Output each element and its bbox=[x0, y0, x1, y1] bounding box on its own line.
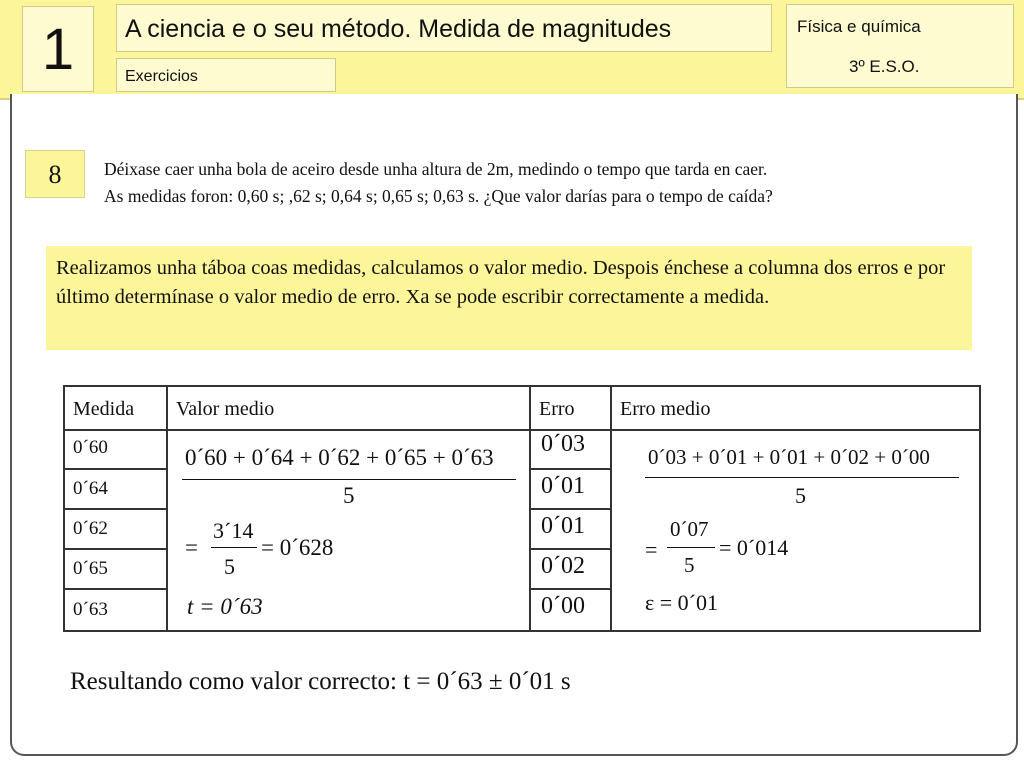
erro-value: 0´02 bbox=[541, 553, 585, 579]
row-divider bbox=[529, 588, 612, 590]
header-divider bbox=[65, 429, 979, 431]
row-divider bbox=[65, 508, 166, 510]
erro-value: 0´03 bbox=[541, 431, 585, 457]
valor-medio-result: = 0´628 bbox=[261, 535, 334, 560]
exercise-statement bbox=[104, 156, 994, 210]
medida-value: 0´62 bbox=[73, 518, 108, 539]
section-subtitle: Exercicios bbox=[116, 58, 336, 92]
medida-value: 0´60 bbox=[73, 437, 108, 458]
header-erro: Erro bbox=[539, 398, 575, 420]
valor-medio-final: t = 0´63 bbox=[187, 594, 263, 619]
row-divider bbox=[65, 548, 166, 550]
result-statement: Resultando como valor correcto: t = 0´63 ± 0´01 s bbox=[70, 668, 571, 695]
row-divider bbox=[529, 468, 612, 470]
medida-value: 0´64 bbox=[73, 478, 108, 499]
medida-value: 0´63 bbox=[73, 599, 108, 620]
row-divider bbox=[65, 588, 166, 590]
erro-medio-numerator: 0´03 + 0´01 + 0´01 + 0´02 + 0´00 bbox=[648, 445, 930, 469]
fraction-bar bbox=[211, 547, 257, 548]
exercise-number: 8 bbox=[25, 150, 85, 198]
exercise-line-2: As medidas foron: 0,60 s; ,62 s; 0,64 s; 0,65 s; 0,63 s. ¿Que valor darías para o tempo de caída? bbox=[104, 186, 773, 206]
erro-medio-denominator: 5 bbox=[795, 483, 806, 508]
valor-medio-denominator: 5 bbox=[343, 483, 355, 508]
fraction-bar bbox=[645, 477, 959, 478]
erro-value: 0´00 bbox=[541, 593, 585, 619]
erro-medio-step-denominator: 5 bbox=[684, 553, 695, 577]
subject-box bbox=[786, 4, 1014, 88]
erro-medio-equals: = bbox=[645, 537, 658, 562]
valor-medio-equals: = bbox=[185, 535, 198, 560]
erro-value: 0´01 bbox=[541, 513, 585, 539]
subject-level: 3º E.S.O. bbox=[849, 57, 920, 76]
valor-medio-step-denominator: 5 bbox=[224, 554, 235, 579]
erro-value: 0´01 bbox=[541, 473, 585, 499]
column-divider bbox=[166, 387, 168, 630]
measurements-table bbox=[63, 385, 981, 632]
erro-medio-step-numerator: 0´07 bbox=[670, 517, 709, 541]
header-valor-medio: Valor medio bbox=[176, 398, 275, 420]
row-divider bbox=[529, 508, 612, 510]
medida-value: 0´65 bbox=[73, 558, 108, 579]
erro-medio-final: ε = 0´01 bbox=[645, 590, 718, 615]
explanation-box: Realizamos unha táboa coas medidas, calculamos o valor medio. Despois énchese a columna dos erros e por último determínase o valor medio de erro. Xa se pode escribir correctamente a medida. bbox=[46, 246, 972, 350]
valor-medio-numerator: 0´60 + 0´64 + 0´62 + 0´65 + 0´63 bbox=[185, 445, 494, 470]
header-medida: Medida bbox=[73, 398, 135, 420]
exercise-line-1: Déixase caer unha bola de aceiro desde unha altura de 2m, medindo o tempo que tarda en caer. bbox=[104, 159, 768, 179]
valor-medio-step-numerator: 3´14 bbox=[213, 518, 254, 543]
header-erro-medio: Erro medio bbox=[620, 398, 711, 420]
page-title: A ciencia e o seu método. Medida de magnitudes bbox=[116, 4, 772, 52]
fraction-bar bbox=[667, 547, 715, 548]
chapter-number: 1 bbox=[22, 6, 94, 92]
row-divider bbox=[65, 468, 166, 470]
subject-name: Física e química bbox=[797, 17, 921, 36]
erro-medio-result: = 0´014 bbox=[719, 535, 789, 560]
fraction-bar bbox=[182, 479, 516, 480]
row-divider bbox=[529, 548, 612, 550]
